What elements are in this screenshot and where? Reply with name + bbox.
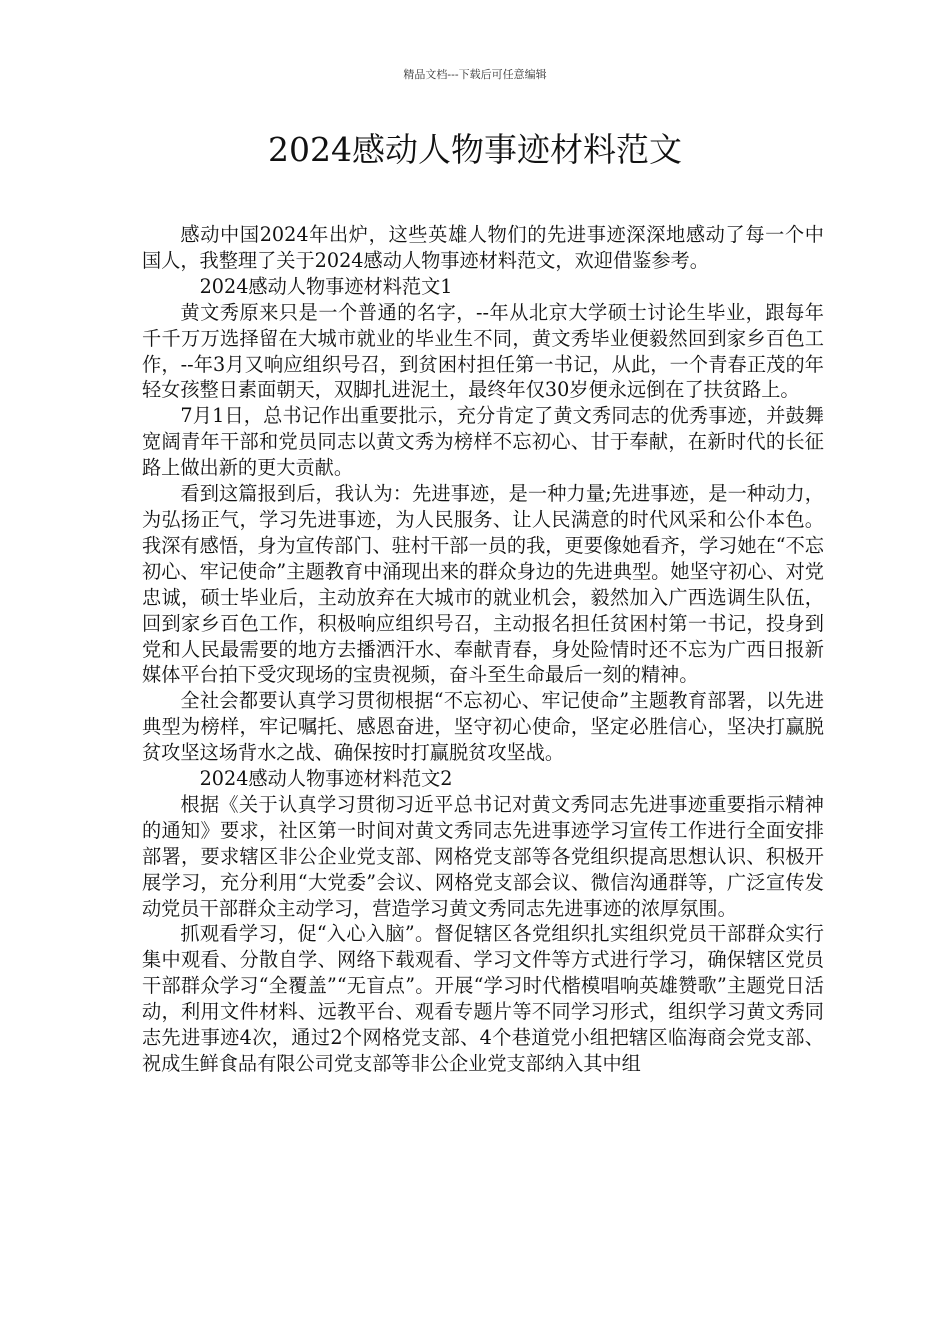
section-heading-2: 2024感动人物事迹材料范文2	[199, 767, 453, 791]
body-paragraph: 7月1日，总书记作出重要批示，充分肯定了黄文秀同志的优秀事迹，并鼓舞宽阔青年干部和党员同志以黄文秀为榜样不忘初心、甘于奉献，在新时代的长征路上做出新的更大贡献。	[142, 404, 824, 480]
intro-paragraph: 感动中国2024年出炉，这些英雄人物们的先进事迹深深地感动了每一个中国人，我整理了关于2024感动人物事迹材料范文，欢迎借鉴参考。	[142, 223, 824, 272]
body-paragraph: 黄文秀原来只是一个普通的名字，--年从北京大学硕士讨论生毕业，跟每年千千万万选择留在大城市就业的毕业生不同，黄文秀毕业便毅然回到家乡百色工作，--年3月又响应组织号召，到贫困村担任第一书记，从此，一个青春正茂的年轻女孩整日素面朝天，双脚扎进泥土，最终年仅30岁便永远倒在了扶贫路上。	[142, 300, 824, 402]
document-body	[142, 222, 824, 1077]
document-title: 2024感动人物事迹材料范文	[268, 130, 682, 169]
section-heading-1: 2024感动人物事迹材料范文1	[199, 274, 453, 298]
body-paragraph: 根据《关于认真学习贯彻习近平总书记对黄文秀同志先进事迹重要指示精神的通知》要求，社区第一时间对黄文秀同志先进事迹学习宣传工作进行全面安排部署，要求辖区非公企业党支部、网格党支部等各党组织提高思想认识、积极开展学习，充分利用“大党委”会议、网格党支部会议、微信沟通群等，广泛宣传发动党员干部群众主动学习，营造学习黄文秀同志先进事迹的浓厚氛围。	[142, 792, 824, 920]
body-paragraph: 抓观看学习，促“入心入脑”。督促辖区各党组织扎实组织党员干部群众实行集中观看、分散自学、网络下载观看、学习文件等方式进行学习，确保辖区党员干部群众学习“全覆盖”“无盲点”。开展“学习时代楷模唱响英雄赞歌”主题党日活动，利用文件材料、远教平台、观看专题片等不同学习形式，组织学习黄文秀同志先进事迹4次，通过2个网格党支部、4个巷道党小组把辖区临海商会党支部、祝成生鲜食品有限公司党支部等非公企业党支部纳入其中组	[142, 922, 824, 1075]
body-paragraph: 看到这篇报到后，我认为：先进事迹，是一种力量;先进事迹，是一种动力，为弘扬正气，学习先进事迹，为人民服务、让人民满意的时代风采和公仆本色。我深有感悟，身为宣传部门、驻村干部一员的我，更要像她看齐，学习她在“不忘初心、牢记使命”主题教育中涌现出来的群众身边的先进典型。她坚守初心、对党忠诚，硕士毕业后，主动放弃在大城市的就业机会，毅然加入广西选调生队伍，回到家乡百色工作，积极响应组织号召，主动报名担任贫困村第一书记，投身到党和人民最需要的地方去播洒汗水、奉献青春，身处险情时还不忘为广西日报新媒体平台拍下受灾现场的宝贵视频，奋斗至生命最后一刻的精神。	[142, 482, 824, 687]
body-paragraph: 全社会都要认真学习贯彻根据“不忘初心、牢记使命”主题教育部署，以先进典型为榜样，牢记嘱托、感恩奋进，坚守初心使命，坚定必胜信心，坚决打赢脱贫攻坚这场背水之战、确保按时打赢脱贫攻坚战。	[142, 689, 824, 765]
header-note: 精品文档---下载后可任意编辑	[403, 68, 547, 81]
